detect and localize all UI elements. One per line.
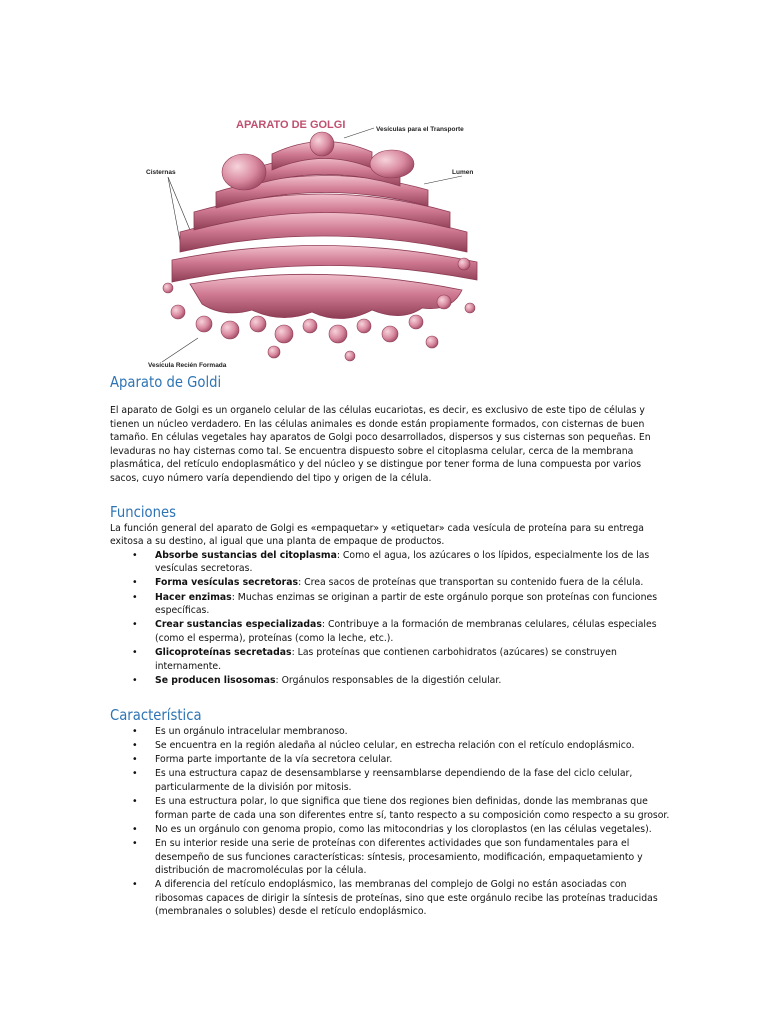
- caracteristica-list: [110, 725, 670, 919]
- list-item: • Glicoproteínas secretadas: Las proteínas que contienen carbohidratos (azúcares) se construyen internamente.: [110, 646, 670, 673]
- figure-title: APARATO DE GOLGI: [236, 119, 346, 131]
- heading-aparato: Aparato de Goldi: [110, 373, 222, 391]
- list-item: • Es una estructura capaz de desensamblarse y reensamblarse dependiendo de la fase del ciclo celular, particularmente de la división por mitosis.: [110, 767, 670, 794]
- label-cisternas: Cisternas: [146, 169, 176, 176]
- label-lumen: Lumen: [452, 169, 474, 176]
- list-item: • Es una estructura polar, lo que significa que tiene dos regiones bien definidas, donde las membranas que forman parte de cada una son diferentes entre sí, tanto respecto a su composición como respecto a su grosor.: [110, 795, 670, 822]
- list-item: • Forma vesículas secretoras: Crea sacos de proteínas que transportan su contenido fuera de la célula.: [110, 576, 670, 590]
- list-item: • A diferencia del retículo endoplásmico, las membranas del complejo de Golgi no están asociadas con ribosomas capaces de dirigir la síntesis de proteínas, sino que este orgánulo recibe las proteínas traducidas (membranales o solubles) desde el retículo endoplásmico.: [110, 878, 670, 919]
- heading-caracteristica: Característica: [110, 706, 202, 725]
- paragraph-funciones-intro: La función general del aparato de Golgi es «empaquetar» y «etiquetar» cada vesícula de proteína para su entrega exitosa a su destino, al igual que una planta de empaque de productos.: [110, 522, 644, 548]
- list-item: • No es un orgánulo con genoma propio, como las mitocondrias y los cloroplastos (en las células vegetales).: [110, 823, 670, 837]
- list-item: • Absorbe sustancias del citoplasma: Como el agua, los azúcares o los lípidos, especialmente los de las vesículas secretoras.: [110, 549, 670, 576]
- label-vesicula-recien: Vesícula Recién Formada: [148, 362, 227, 368]
- list-item: • Hacer enzimas: Muchas enzimas se originan a partir de este orgánulo porque son proteínas con funciones específicas.: [110, 591, 670, 618]
- label-vesiculas: Vesículas para el Transporte: [376, 126, 464, 133]
- list-item: • Crear sustancias especializadas: Contribuye a la formación de membranas celulares, células especiales (como el esperma), proteínas (como la leche, etc.).: [110, 618, 670, 645]
- list-item: • Forma parte importante de la vía secretora celular.: [110, 753, 670, 767]
- paragraph-aparato: El aparato de Golgi es un organelo celular de las células eucariotas, es decir, es exclusivo de este tipo de células y tienen un núcleo verdadero. En las células animales es donde están propiamente formados, con cisternas de buen tamaño. En células vegetales hay aparatos de Golgi poco desarrollados, dispersos y sus cisternas son pequeñas. En levaduras no hay cisternas como tal. Se encuentra dispuesto sobre el citoplasma celular, cerca de la membrana plasmática, del retículo endoplasmático y del núcleo y se distingue por tener forma de luna compuesta por varios sacos, cuyo número varía dependiendo del tipo y origen de la célula.: [110, 405, 651, 484]
- funciones-list: [110, 549, 670, 687]
- list-item: • Se producen lisosomas: Orgánulos responsables de la digestión celular.: [110, 674, 670, 688]
- golgi-cisternae: [172, 141, 477, 318]
- list-item: • En su interior reside una serie de proteínas con diferentes actividades que son fundamentales para el desempeño de sus funciones características: síntesis, procesamiento, modificación, empaquetamiento y distribución de macromoléculas por la célula.: [110, 837, 670, 878]
- golgi-illustration: [132, 112, 512, 368]
- document-body: [110, 372, 670, 920]
- list-item: • Es un orgánulo intracelular membranoso.: [110, 725, 670, 739]
- heading-funciones: Funciones: [110, 502, 176, 521]
- list-item: • Se encuentra en la región aledaña al núcleo celular, en estrecha relación con el retículo endoplásmico.: [110, 739, 670, 753]
